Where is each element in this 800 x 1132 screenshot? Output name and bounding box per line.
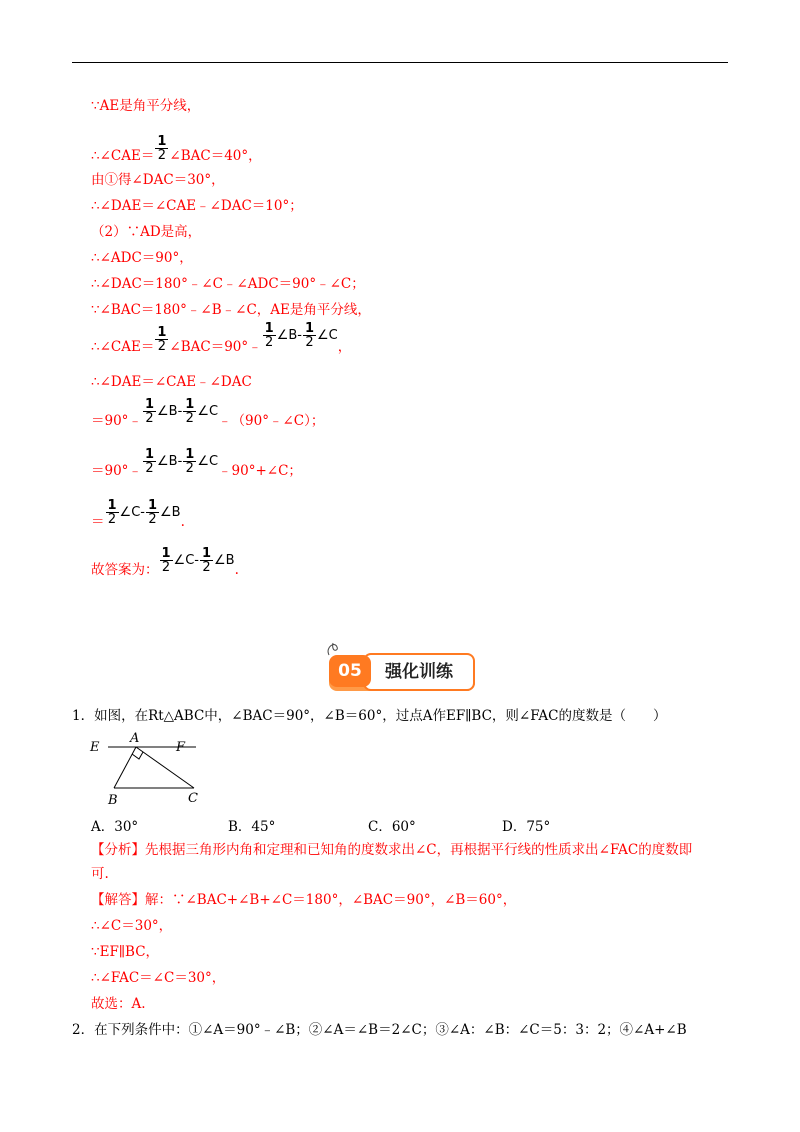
answer-line-1: 【解答】解：∵∠BAC+∠B+∠C＝180°，∠BAC＝90°，∠B＝60°， bbox=[91, 892, 517, 908]
fraction-half: $\frac{1}{2}$ bbox=[147, 498, 158, 527]
solution-line-1: ∵AE是角平分线， bbox=[91, 98, 201, 114]
fraction-half: $\frac{1}{2}$ bbox=[185, 397, 195, 426]
option-d: D．75° bbox=[502, 819, 551, 835]
analysis-line-2: 可. bbox=[91, 866, 109, 882]
question-1-stem: 1．如图，在Rt△ABC中，∠BAC＝90°，∠B＝60°，过点A作EF∥BC，则∠FAC的度数是（ ） bbox=[72, 708, 667, 724]
answer-tag: 【解答】 bbox=[91, 892, 145, 908]
side-ab bbox=[114, 747, 136, 788]
fraction-half: $\frac{1}{2}$ bbox=[264, 321, 274, 350]
solution-line-13: ＝ $\frac{1}{2}$ ∠C- $\frac{1}{2}$ ∠B. bbox=[91, 498, 185, 530]
solution-line-6: ∴∠ADC＝90°， bbox=[91, 250, 193, 266]
option-a: A．30° bbox=[91, 819, 139, 835]
fraction-half: $\frac{1}{2}$ bbox=[144, 447, 154, 476]
section-number: 05 bbox=[329, 655, 371, 687]
solution-line-5: （2）∵AD是高， bbox=[91, 224, 202, 240]
analysis-tag: 【分析】 bbox=[91, 842, 145, 858]
fraction-half: $\frac{1}{2}$ bbox=[161, 546, 171, 575]
solution-line-3: 由①得∠DAC＝30°， bbox=[91, 172, 225, 188]
fraction-half: $\frac{1}{2}$ bbox=[157, 325, 167, 354]
section-title: 强化训练 bbox=[363, 653, 475, 691]
solution-line-10: ∴∠DAE＝∠CAE﹣∠DAC bbox=[91, 374, 252, 390]
triangle-figure bbox=[86, 728, 216, 808]
answer-line-2: ∴∠C＝30°， bbox=[91, 918, 173, 934]
header-rule bbox=[72, 62, 728, 63]
answer-line-5: 故选：A. bbox=[91, 996, 146, 1012]
fraction-half: $\frac{1}{2}$ bbox=[157, 134, 167, 163]
analysis-line-1: 【分析】先根据三角形内角和定理和已知角的度数求出∠C，再根据平行线的性质求出∠FAC的度数即 bbox=[91, 842, 693, 858]
section-badge bbox=[323, 651, 475, 691]
option-b: B．45° bbox=[228, 819, 276, 835]
hanger-icon bbox=[323, 637, 349, 657]
solution-line-12: ＝90°﹣ $\frac{1}{2}$ ∠B- $\frac{1}{2}$ ∠C﹣90°+∠C； bbox=[91, 447, 302, 479]
solution-line-8: ∵∠BAC＝180°﹣∠B﹣∠C，AE是角平分线， bbox=[91, 302, 371, 318]
fraction-half: $\frac{1}{2}$ bbox=[144, 397, 154, 426]
answer-line-3: ∵EF∥BC， bbox=[91, 944, 160, 960]
side-ac bbox=[136, 747, 194, 788]
answer-line-4: ∴∠FAC＝∠C＝30°， bbox=[91, 970, 226, 986]
solution-line-11: ＝90°﹣ $\frac{1}{2}$ ∠B- $\frac{1}{2}$ ∠C﹣（90°﹣∠C）； bbox=[91, 397, 325, 429]
fraction-half: $\frac{1}{2}$ bbox=[185, 447, 195, 476]
solution-line-2: ∴∠CAE＝ $\frac{1}{2}$ ∠BAC＝40°， bbox=[91, 134, 262, 164]
fraction-half: $\frac{1}{2}$ bbox=[304, 321, 315, 350]
label-a: A bbox=[130, 731, 140, 746]
fraction-half: $\frac{1}{2}$ bbox=[107, 498, 117, 527]
fraction-half: $\frac{1}{2}$ bbox=[201, 546, 212, 575]
solution-line-4: ∴∠DAE＝∠CAE﹣∠DAC＝10°； bbox=[91, 198, 303, 214]
solution-line-7: ∴∠DAC＝180°﹣∠C﹣∠ADC＝90°﹣∠C； bbox=[91, 276, 365, 292]
label-b: B bbox=[108, 793, 118, 808]
right-angle-mark bbox=[132, 752, 143, 759]
label-f: F bbox=[176, 740, 186, 755]
solution-line-14: 故答案为： $\frac{1}{2}$ ∠C- $\frac{1}{2}$ ∠B. bbox=[91, 546, 239, 578]
question-2-stem: 2．在下列条件中：①∠A＝90°﹣∠B；②∠A＝∠B＝2∠C；③∠A：∠B：∠C＝5：3：2；④∠A+∠B bbox=[72, 1022, 687, 1038]
label-c: C bbox=[188, 791, 198, 806]
solution-line-9: ∴∠CAE＝ $\frac{1}{2}$ ∠BAC＝90°﹣ $\frac{1}{2}$ ∠B- $\frac{1}{2}$ ∠C， bbox=[91, 321, 352, 355]
option-c: C．60° bbox=[368, 819, 416, 835]
label-e: E bbox=[90, 740, 100, 755]
